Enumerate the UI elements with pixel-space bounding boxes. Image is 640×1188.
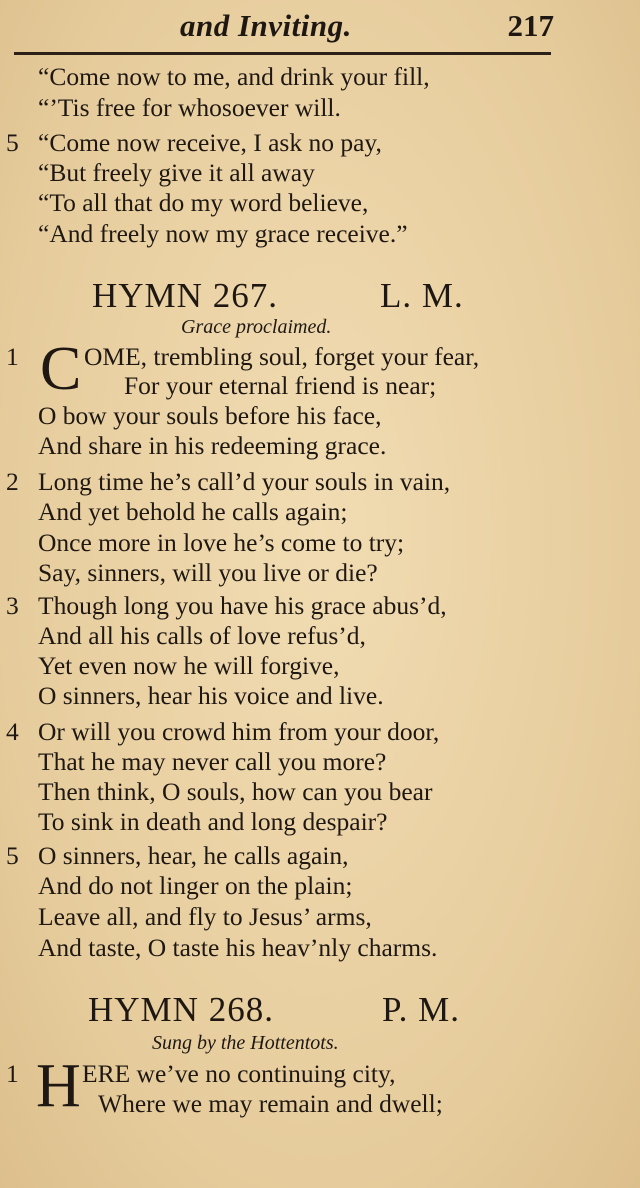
drop-cap: C <box>40 335 82 403</box>
page-header <box>0 6 640 50</box>
stanza-number: 2 <box>6 467 19 496</box>
stanza-number: 4 <box>6 717 19 746</box>
verse-line: “Come now to me, and drink your fill, <box>38 62 430 91</box>
verse-line: Leave all, and fly to Jesus’ arms, <box>38 902 372 931</box>
verse-line: O bow your souls before his face, <box>38 401 382 430</box>
verse-line: And all his calls of love refus’d, <box>38 621 366 650</box>
drop-cap: H <box>36 1052 81 1120</box>
verse-line: “Come now receive, I ask no pay, <box>38 128 382 157</box>
verse-line: Once more in love he’s come to try; <box>38 528 405 557</box>
hymn-meter: L. M. <box>380 276 464 315</box>
verse-line: Where we may remain and dwell; <box>98 1089 443 1118</box>
verse-line: O sinners, hear his voice and live. <box>38 681 384 710</box>
header-rule <box>14 52 551 55</box>
hymn-title: HYMN 268. <box>88 990 274 1029</box>
verse-line: ERE we’ve no continuing city, <box>82 1059 396 1088</box>
verse-line: Yet even now he will forgive, <box>38 651 340 680</box>
running-title: and Inviting. <box>180 8 352 43</box>
verse-line: For your eternal friend is near; <box>124 371 437 400</box>
verse-line: And taste, O taste his heav’nly charms. <box>38 933 438 962</box>
verse-line: Long time he’s call’d your souls in vain, <box>38 467 451 496</box>
verse-line: “And freely now my grace receive.” <box>38 219 408 248</box>
verse-line: OME, trembling soul, forget your fear, <box>84 342 480 371</box>
verse-line: And yet behold he calls again; <box>38 497 348 526</box>
verse-line: Or will you crowd him from your door, <box>38 717 440 746</box>
verse-line: And do not linger on the plain; <box>38 871 353 900</box>
verse-line: “But freely give it all away <box>38 158 315 187</box>
verse-line: “To all that do my word believe, <box>38 188 369 217</box>
stanza-number: 5 <box>6 841 19 870</box>
verse-line: Say, sinners, will you live or die? <box>38 558 378 587</box>
stanza-number: 5 <box>6 128 19 157</box>
verse-line: O sinners, hear, he calls again, <box>38 841 349 870</box>
page-number: 217 <box>507 8 554 43</box>
verse-line: Then think, O souls, how can you bear <box>38 777 433 806</box>
verse-line: “’Tis free for whosoever will. <box>38 93 341 122</box>
verse-line: Though long you have his grace abus’d, <box>38 591 447 620</box>
hymn-title: HYMN 267. <box>92 276 278 315</box>
stanza-number: 3 <box>6 591 19 620</box>
verse-line: That he may never call you more? <box>38 747 387 776</box>
hymn-subtitle: Sung by the Hottentots. <box>152 1032 339 1054</box>
hymn-subtitle: Grace proclaimed. <box>181 316 332 338</box>
verse-line: And share in his redeeming grace. <box>38 431 387 460</box>
hymn-meter: P. M. <box>382 990 460 1029</box>
verse-line: To sink in death and long despair? <box>38 807 388 836</box>
stanza-number: 1 <box>6 342 19 371</box>
stanza-number: 1 <box>6 1059 19 1088</box>
